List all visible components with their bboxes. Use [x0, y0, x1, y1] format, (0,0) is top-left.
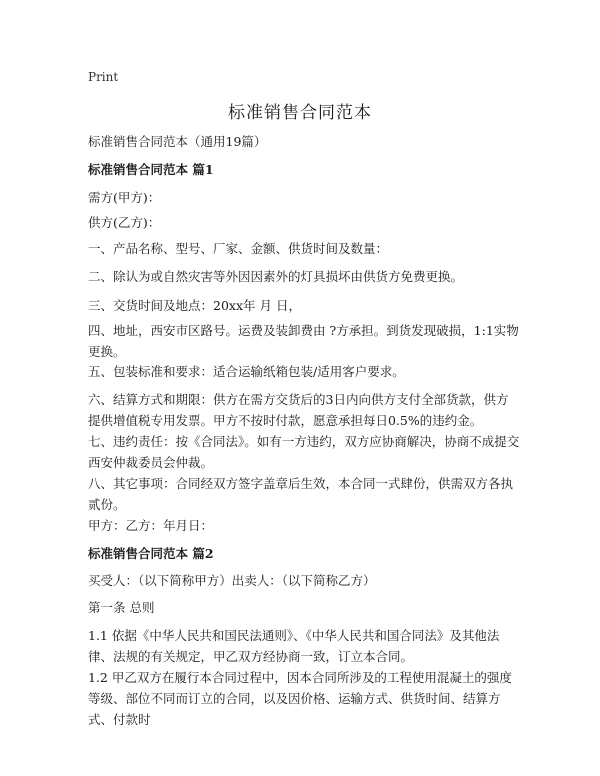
- print-link[interactable]: Print: [88, 70, 119, 84]
- paragraph-signature: 甲方：乙方：年月日：: [88, 518, 214, 533]
- document-subtitle: 标准销售合同范本（通用19篇）: [88, 134, 267, 149]
- paragraph-clause-2: 二、除认为或自然灾害等外因因素外的灯具损坏由供货方免费更换。: [88, 269, 464, 284]
- paragraph-clause-8: 八、其它事项：合同经双方签字盖章后生效，本合同一式肆份，供需双方各执贰份。: [88, 476, 514, 512]
- page-title: 标准销售合同范本: [228, 103, 372, 123]
- paragraph-clause-3: 三、交货时间及地点：20xx年 月 日，: [88, 298, 301, 313]
- paragraph-clause-6: 六、结算方式和期限：供方在需方交货后的3日内向供方支付全部货款，供方提供增值税专用发票。甲方不按时付款，愿意承担每日0.5%的违约金。: [88, 392, 509, 428]
- paragraph-clause-7: 七、违约责任：按《合同法》。如有一方违约，双方应协商解决，协商不成提交西安仲裁委员会仲裁。: [88, 434, 520, 470]
- paragraph-clause-5: 五、包装标准和要求：适合运输纸箱包装/适用客户要求。: [88, 364, 405, 379]
- paragraph-clause-1: 一、产品名称、型号、厂家、金额、供货时间及数量：: [88, 241, 389, 256]
- paragraph-1-1: 1.1 依据《中华人民共和国民法通则》、《中华人民共和国合同法》及其他法律、法规的有关规定，甲乙双方经协商一致，订立本合同。: [88, 628, 500, 664]
- section-heading-2: 标准销售合同范本 篇2: [88, 546, 214, 561]
- paragraph-buyer: 需方(甲方)：: [88, 190, 161, 205]
- paragraph-article-1: 第一条 总则: [88, 600, 155, 615]
- paragraph-1-2: 1.2 甲乙双方在履行本合同过程中，因本合同所涉及的工程使用混凝土的强度等级、部位不同而订立的合同，以及因价格、运输方式、供货时间、结算方式、付款时: [88, 670, 512, 727]
- paragraph-supplier: 供方(乙方)：: [88, 215, 161, 230]
- paragraph-clause-4: 四、地址，西安市区路号。运费及装卸费由 ?方承担。到货发现破损，1:1实物更换。: [88, 323, 519, 359]
- section-heading-1: 标准销售合同范本 篇1: [88, 162, 214, 177]
- paragraph-parties: 买受人：（以下简称甲方）出卖人：（以下简称乙方）: [88, 573, 376, 588]
